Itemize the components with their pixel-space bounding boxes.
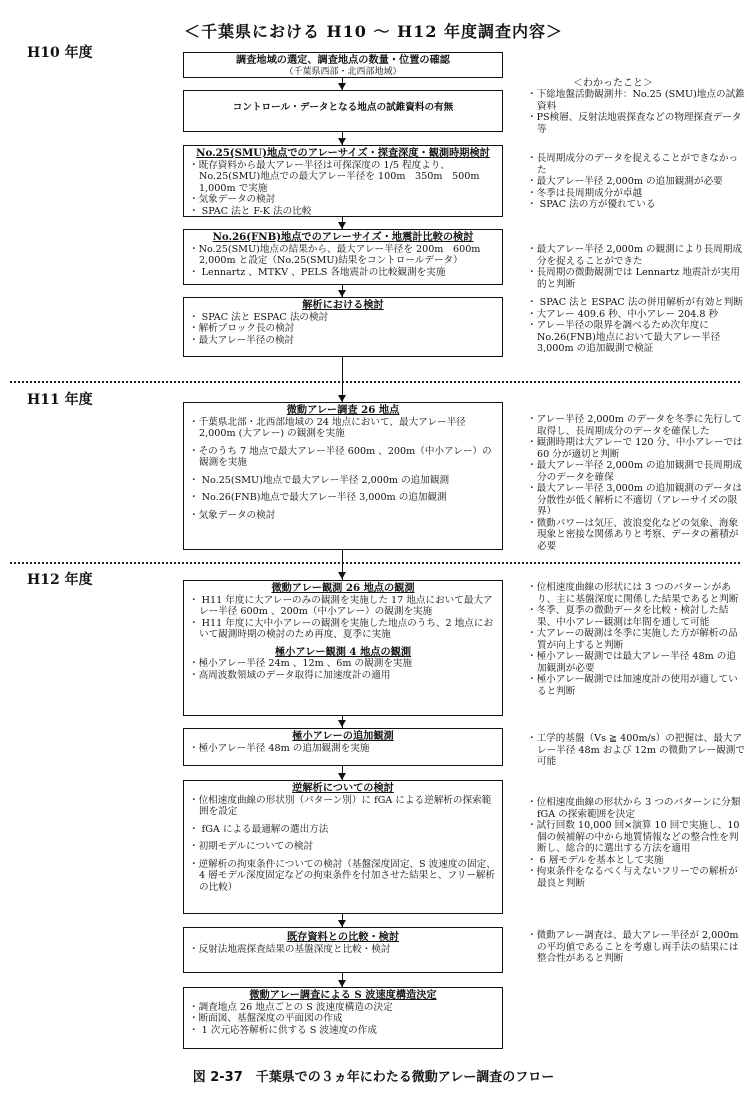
note-line: ・最大アレー半径 2,000m の追加観測が必要 (527, 176, 723, 187)
box-heading: 既存資料との比較・検討 (286, 931, 400, 943)
flow-arrow (338, 920, 346, 927)
box-heading: 調査地域の選定、調査地点の数量・位置の確認 (236, 54, 450, 66)
flow-box-s-wave-structure (183, 987, 503, 1049)
flow-box-inversion-study (183, 780, 503, 914)
finding-note (527, 733, 745, 768)
note-line: ・最大アレー半径 2,000m の観測により長周期成分を捉えることができた (527, 244, 742, 267)
box-heading-2: 極小アレー観測 4 地点の観測 (274, 645, 412, 658)
note-line: ・ 6 層モデルを基本として実施 (527, 854, 664, 866)
year-label-h11: H11 年度 (27, 392, 93, 408)
note-line: ・冬季は長周期成分が卓越 (527, 187, 643, 199)
note-line: ・アレー半径 2,000m のデータを冬季に先行して取得し、長周期成分のデータを確保した (527, 414, 742, 437)
finding-note (527, 89, 745, 135)
flow-arrow (338, 720, 346, 727)
flow-arrow (338, 83, 346, 90)
flow-box-microtremor-26 (183, 402, 503, 550)
flow-box-site-selection (183, 52, 503, 78)
flow-box-analysis-study (183, 297, 503, 357)
note-line: ・微動アレー調査は、最大アレー半径が 2,000m の平均値であることを考慮し両手法の結果には整合性があると判断 (527, 930, 739, 964)
note-line: ・極小アレー観測では加速度計の使用が適していると判断 (527, 674, 738, 697)
box-line: ・ Lennartz 、MTKV 、PELS 各地震計の比較観測を実施 (189, 266, 446, 278)
box-subheading: （千葉県西部・北西部地域） (284, 66, 402, 77)
box-heading: 極小アレーの追加観測 (292, 730, 394, 742)
box-heading: No.25(SMU)地点でのアレーサイズ・探査深度・観測時期検討 (196, 147, 490, 159)
box-heading: 解析における検討 (302, 299, 384, 311)
finding-note (527, 297, 745, 355)
finding-note (527, 414, 745, 552)
notes-header: ＜わかったこと＞ (573, 78, 653, 89)
note-line: ・大アレー 409.6 秒、中小アレー 204.8 秒 (527, 308, 719, 320)
box-heading: 微動アレー観測 26 地点の観測 (271, 582, 415, 594)
year-label-h10: H10 年度 (27, 45, 93, 61)
note-line: ・観測時期は大アレーで 120 分、中小アレーでは 60 分が適切と判断 (527, 437, 743, 460)
box-line: ・最大アレー半径の検討 (189, 334, 295, 346)
flow-box-smu-study (183, 145, 503, 217)
finding-note (527, 244, 745, 290)
note-line: ・冬季、夏季の微動データを比較・検討した結果、中小アレー観測は年間を通して可能 (527, 605, 729, 628)
box-line: ・逆解析の拘束条件についての検討（基盤深度固定、S 波速度の固定、4 層モデル深度固定などの拘束条件を付加させた結果と、フリー解析の比較） (189, 858, 496, 893)
page-title: ＜千葉県における H10 ～ H12 年度調査内容＞ (183, 22, 564, 41)
box-line: ・ SPAC 法と F-K 法の比較 (189, 205, 312, 217)
finding-note (527, 153, 745, 211)
note-line: ・拘束条件をなるべく与えないフリーでの解析が最良と判断 (527, 866, 738, 889)
flow-arrow (338, 980, 346, 987)
note-line: ・長周期成分のデータを捉えることができなかった (527, 153, 739, 176)
flow-box-array-26-observation (183, 580, 503, 716)
box-line: ・断面図、基盤深度の平面図の作成 (189, 1013, 343, 1024)
note-line: ・下総地盤活動観測井：No.25 (SMU)地点の試錐資料 (527, 89, 745, 112)
flow-arrow (338, 222, 346, 229)
note-line: ・PS検層、反射法地震探査などの物理探査データ等 (527, 112, 742, 135)
box-heading: No.26(FNB)地点でのアレーサイズ・地震計比較の検討 (212, 231, 474, 243)
box-line: ・初期モデルについての検討 (189, 841, 314, 852)
note-line: ・微動パワーは気圧、波浪変化などの気象、海象現象と密接な関係ありと考察、データの蓄積が必要 (527, 517, 739, 552)
flow-box-fnb-study (183, 229, 503, 285)
box-line: ・No.25(SMU)地点の結果から、最大アレー半径を 200m 600m 2,000m と設定（No.25(SMU)結果をコントロールデータ） (189, 243, 490, 266)
note-line: ・工学的基盤（Vs ≧ 400m/s）の把握は、最大アレー半径 48m および 12m の微動アレー観測で可能 (527, 733, 745, 767)
flow-box-existing-data-comparison (183, 927, 503, 973)
box-heading: 微動アレー調査 26 地点 (286, 404, 400, 416)
note-line: ・ SPAC 法と ESPAC 法の併用解析が有効と判断 (527, 297, 743, 308)
box-line: ・調査地点 26 地点ごとの S 波速度構造の決定 (189, 1001, 393, 1013)
box-line: ・ H11 年度に大中小アレーの観測を実施した地点のうち、2 地点において観測時期の検討のため再度、夏季に実施 (189, 617, 494, 640)
note-line: ・ SPAC 法の方が優れている (527, 199, 656, 210)
box-line: ・位相速度曲線の形状別（パターン別）に fGA による逆解析の探索範囲を設定 (189, 794, 492, 817)
box-line: ・気象データの検討 (189, 194, 276, 205)
box-line: ・極小アレー半径 48m の追加観測を実施 (189, 742, 370, 754)
flow-arrow (338, 395, 346, 402)
box-line: ・ SPAC 法と ESPAC 法の検討 (189, 311, 329, 323)
note-line: ・長周期の微動観測では Lennartz 地震計が実用的と判断 (527, 267, 740, 290)
note-line: ・アレー半径の限界を調べるため次年度に No.26(FNB)地点において最大アレー半径 3,000m の追加観測で検証 (527, 320, 721, 354)
box-line: ・気象データの検討 (189, 509, 276, 521)
note-line: ・位相速度曲線の形状には 3 つのパターンがあり、主に基盤深度に関係した結果であると判断 (527, 582, 739, 605)
note-line: ・試行回数 10,000 回×演算 10 回で実施し、10 個の候補解の中から地質情報などの整合性を判断し、総合的に選出する方法を適用 (527, 820, 740, 854)
box-line: ・ 1 次元応答解析に供する S 波速度の作成 (189, 1024, 377, 1036)
box-line: ・ H11 年度に大アレーのみの観測を実施した 17 地点において最大アレー半径 600m 、200m（中小アレー）の観測を実施 (189, 594, 493, 617)
box-line: ・千葉県北部・北西部地域の 24 地点において、最大アレー半径 2,000m (大アレー) の観測を実施 (189, 416, 466, 439)
box-line: ・解析ブロック長の検討 (189, 323, 295, 334)
year-separator (10, 562, 740, 564)
box-line: ・ No.25(SMU)地点で最大アレー半径 2,000m の追加観測 (189, 474, 450, 486)
flow-box-small-array-additional (183, 728, 503, 766)
note-line: ・大アレーの観測は冬季に実施した方が解析の品質が向上すると判断 (527, 628, 738, 651)
note-line: ・最大アレー半径 2,000m の追加観測で長周期成分のデータを確保 (527, 460, 742, 483)
finding-note (527, 582, 745, 697)
finding-note (527, 930, 745, 965)
flow-box-control-data (183, 90, 503, 132)
flow-arrow (338, 773, 346, 780)
note-line: ・最大アレー半径 3,000m の追加観測のデータは分散性が低く解析に不適切（アレーサイズの限界） (527, 483, 742, 517)
year-label-h12: H12 年度 (27, 572, 93, 588)
finding-note (527, 797, 745, 889)
flow-arrow (338, 572, 346, 579)
figure-caption: 図 2-37 千葉県での３ヵ年にわたる微動アレー調査のフロー (192, 1070, 555, 1085)
note-line: ・位相速度曲線の形状から 3 つのパターンに分類 fGA の探索範囲を決定 (527, 797, 741, 820)
flow-arrow (338, 138, 346, 145)
box-line: ・反射法地震探査結果の基盤深度と比較・検討 (189, 943, 391, 955)
box-heading: 微動アレー調査による S 波速度構造決定 (249, 989, 437, 1001)
box-line: ・ No.26(FNB)地点で最大アレー半径 3,000m の追加観測 (189, 492, 447, 503)
box-line: ・既存資料から最大アレー半径は可探深度の 1/5 程度より、No.25(SMU)地点での最大アレー半径を 100m 350m 500m 1,000m で実施 (189, 159, 490, 194)
box-line: ・ fGA による最適解の選出方法 (189, 823, 329, 835)
box-text: コントロール・データとなる地点の試錐資料の有無 (232, 102, 454, 113)
box-heading: 逆解析についての検討 (292, 782, 394, 794)
note-line: ・極小アレー観測では最大アレー半径 48m の追加観測が必要 (527, 651, 736, 674)
box-line: ・極小アレー半径 24m 、12m 、6m の観測を実施 (189, 658, 413, 669)
flow-arrow (338, 290, 346, 297)
box-line: ・高周波数領域のデータ取得に加速度計の適用 (189, 669, 391, 681)
year-separator (10, 381, 740, 383)
box-line: ・そのうち 7 地点で最大アレー半径 600m 、200m（中小アレー）の観測を実施 (189, 445, 492, 468)
